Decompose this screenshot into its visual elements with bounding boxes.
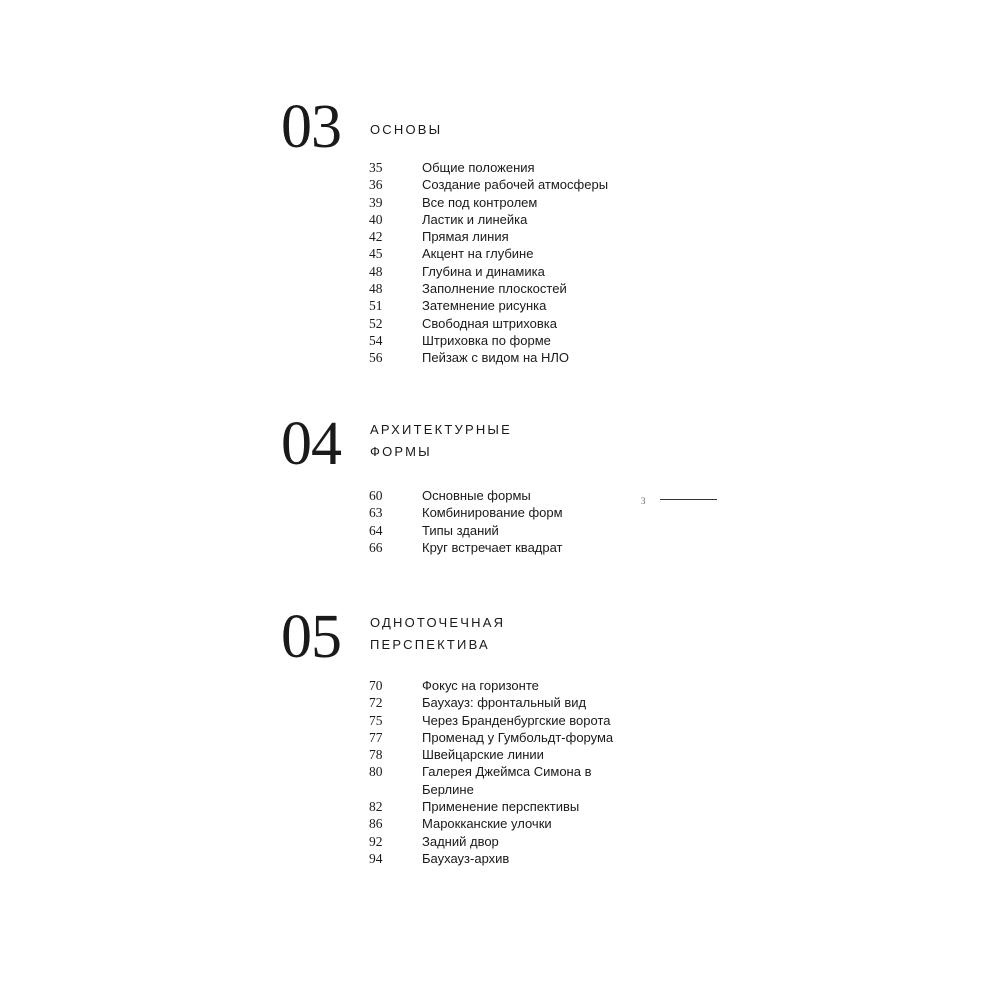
toc-entry: [369, 245, 622, 262]
toc-entry-title: Общие положения: [422, 160, 535, 175]
toc-entry-title: Акцент на глубине: [422, 246, 534, 262]
toc-entry: [369, 159, 622, 176]
toc-entry: [369, 280, 622, 297]
toc-entry-title: Марокканские улочки: [422, 816, 552, 832]
toc-entry-title: Ластик и линейка: [422, 211, 528, 227]
toc-page-number: 48: [369, 281, 383, 297]
toc-entry-title: Комбинирование форм: [422, 505, 563, 521]
toc-page-number: 70: [369, 678, 383, 693]
toc-page-number: 52: [369, 315, 383, 331]
chapter-title-line: ОСНОВЫ: [370, 122, 443, 137]
toc-entry: [369, 539, 622, 556]
toc-entry: [369, 798, 622, 815]
toc-page-number: 45: [369, 246, 383, 262]
toc-page-number: 48: [369, 263, 383, 279]
toc-list: [369, 677, 622, 867]
toc-entry: [369, 228, 622, 245]
toc-entry-title: Пейзаж с видом на НЛО: [422, 350, 570, 366]
toc-entry-title: Глубина и динамика: [422, 263, 545, 279]
toc-entry: [369, 194, 622, 211]
chapter-title-line: АРХИТЕКТУРНЫЕ: [370, 422, 512, 437]
toc-entry: [369, 332, 622, 349]
toc-page-number: 82: [369, 799, 383, 815]
toc-page-number: 39: [369, 194, 383, 210]
toc-entry-title: Галерея Джеймса Симона в Берлине: [422, 764, 592, 797]
toc-entry-title: Основные формы: [422, 488, 531, 503]
toc-entry-title: Баухауз-архив: [422, 850, 510, 866]
toc-entry: [369, 522, 622, 539]
chapter-title: [370, 119, 442, 141]
toc-page-number: 86: [369, 816, 383, 832]
toc-page-number: 80: [369, 764, 383, 780]
toc-page-number: 64: [369, 522, 383, 538]
toc-page-number: 54: [369, 332, 383, 348]
toc-entry-title: Свободная штриховка: [422, 315, 557, 331]
chapter-number: 04: [281, 410, 341, 478]
chapter-number: 03: [281, 93, 341, 161]
chapter-number: 05: [281, 603, 341, 671]
folio-rule: [660, 499, 717, 500]
toc-list: [369, 159, 622, 367]
toc-entry: [369, 763, 622, 798]
chapter-title-line: ПЕРСПЕКТИВА: [370, 637, 490, 652]
toc-entry: [369, 315, 622, 332]
toc-entry: [369, 712, 622, 729]
toc-page-number: 66: [369, 539, 383, 555]
toc-entry: [369, 176, 622, 193]
chapter-title-line: ОДНОТОЧЕЧНАЯ: [370, 615, 506, 630]
toc-entry: [369, 815, 622, 832]
toc-entry-title: Затемнение рисунка: [422, 298, 547, 314]
chapter-title-line: ФОРМЫ: [370, 444, 432, 459]
chapter-title: [370, 419, 512, 463]
toc-entry: [369, 504, 622, 521]
toc-entry: [369, 729, 622, 746]
toc-entry-title: Штриховка по форме: [422, 332, 551, 348]
toc-page-number: 60: [369, 488, 383, 503]
toc-page-number: 92: [369, 833, 383, 849]
page-number: 3: [641, 496, 646, 506]
toc-entry: [369, 297, 622, 314]
toc-entry-title: Применение перспективы: [422, 799, 580, 815]
toc-entry-title: Фокус на горизонте: [422, 678, 539, 693]
toc-entry-title: Променад у Гумбольдт-форума: [422, 729, 614, 745]
toc-entry: [369, 211, 622, 228]
toc-page-number: 63: [369, 505, 383, 521]
toc-entry-title: Все под контролем: [422, 194, 538, 210]
toc-entry: [369, 833, 622, 850]
toc-page-number: 78: [369, 747, 383, 763]
toc-page-number: 56: [369, 350, 383, 366]
toc-page-number: 42: [369, 229, 383, 245]
toc-entry: [369, 263, 622, 280]
toc-page-number: 40: [369, 211, 383, 227]
toc-entry: [369, 746, 622, 763]
toc-entry-title: Создание рабочей атмосферы: [422, 177, 609, 193]
toc-entry-title: Прямая линия: [422, 229, 509, 245]
toc-list: [369, 487, 622, 556]
toc-page-number: 94: [369, 850, 383, 866]
toc-page-number: 51: [369, 298, 383, 314]
toc-entry: [369, 487, 622, 504]
toc-entry-title: Заполнение плоскостей: [422, 281, 567, 297]
toc-page-number: 35: [369, 160, 383, 175]
toc-entry: [369, 677, 622, 694]
toc-page-number: 77: [369, 729, 383, 745]
chapter-title: [370, 612, 505, 656]
toc-page-number: 75: [369, 712, 383, 728]
toc-entry-title: Задний двор: [422, 833, 499, 849]
toc-entry-title: Баухауз: фронтальный вид: [422, 695, 587, 711]
toc-entry: [369, 850, 622, 867]
toc-entry-title: Швейцарские линии: [422, 747, 544, 763]
toc-entry: [369, 349, 622, 366]
toc-entry-title: Типы зданий: [422, 522, 499, 538]
toc-entry-title: Круг встречает квадрат: [422, 539, 563, 555]
toc-page-number: 72: [369, 695, 383, 711]
toc-entry-title: Через Бранденбургские ворота: [422, 712, 611, 728]
toc-page-number: 36: [369, 177, 383, 193]
toc-entry: [369, 694, 622, 711]
